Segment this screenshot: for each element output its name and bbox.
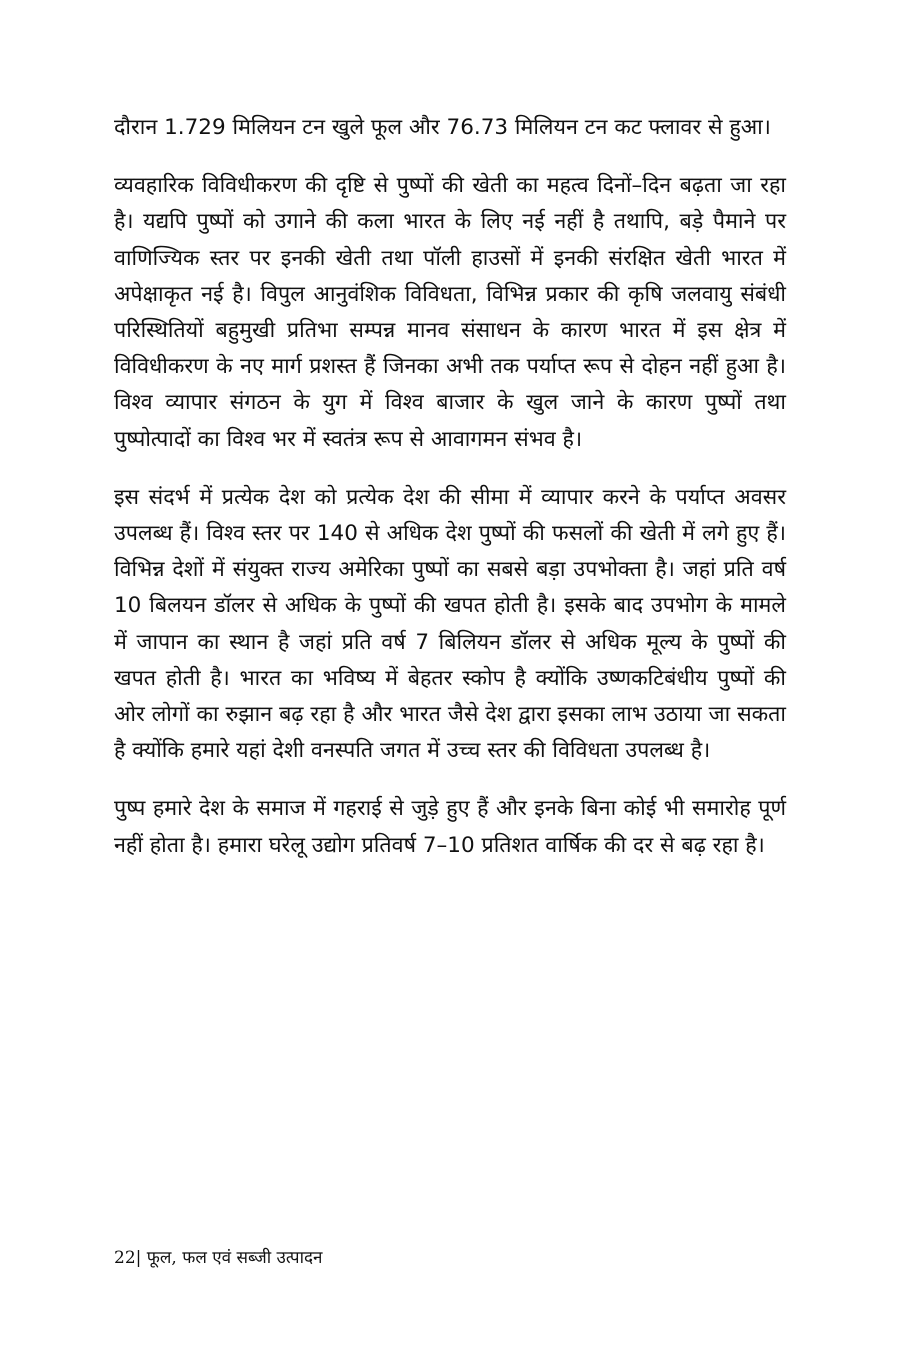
paragraph-4: पुष्प हमारे देश के समाज में गहराई से जुड़े हुए हैं और इनके बिना कोई भी समारोह पूर्ण नहीं होता है। हमारा घरेलू उद्योग प्रतिवर्ष 7–10 प्रतिशत वार्षिक की दर से बढ़ रहा है। — [114, 796, 786, 858]
footer-separator: | — [135, 1248, 142, 1268]
page-footer — [114, 1246, 322, 1270]
paragraph-2: व्यवहारिक विविधीकरण की दृष्टि से पुष्पों की खेती का महत्व दिनों–दिन बढ़ता जा रहा है। यद्यपि पुष्पों को उगाने की कला भारत के लिए नई नहीं है तथापि, बड़े पैमाने पर वाणिज्यिक स्तर पर इनकी खेती तथा पॉली हाउसों में इनकी संरक्षित खेती भारत में अपेक्षाकृत नई है। विपुल आनुवंशिक विविधता, विभिन्न प्रकार की कृषि जलवायु संबंधी परिस्थितियों बहुमुखी प्रतिभा सम्पन्न मानव संसाधन के कारण भारत में इस क्षेत्र में विविधीकरण के नए मार्ग प्रशस्त हैं जिनका अभी तक पर्याप्त रूप से दोहन नहीं हुआ है। विश्व व्यापार संगठन के युग में विश्व बाजार के खुल जाने के कारण पुष्पों तथा पुष्पोत्पादों का विश्व भर में स्वतंत्र रूप से आवागमन संभव है। — [114, 173, 786, 452]
page-number: 22 — [114, 1248, 136, 1268]
paragraph-1: दौरान 1.729 मिलियन टन खुले फूल और 76.73 मिलियन टन कट फ्लावर से हुआ। — [114, 115, 771, 140]
body-text — [114, 110, 786, 886]
footer-book-title: फूल, फल एवं सब्जी उत्पादन — [141, 1248, 323, 1268]
paragraph-3: इस संदर्भ में प्रत्येक देश को प्रत्येक देश की सीमा में व्यापार करने के पर्याप्त अवसर उपलब्ध हैं। विश्व स्तर पर 140 से अधिक देश पुष्पों की फसलों की खेती में लगे हुए हैं। विभिन्न देशों में संयुक्त राज्य अमेरिका पुष्पों का सबसे बड़ा उपभोक्ता है। जहां प्रति वर्ष 10 बिलयन डॉलर से अधिक के पुष्पों की खपत होती है। इसके बाद उपभोग के मामले में जापान का स्थान है जहां प्रति वर्ष 7 बिलियन डॉलर से अधिक मूल्य के पुष्पों की खपत होती है। भारत का भविष्य में बेहतर स्कोप है क्योंकि उष्णकटिबंधीय पुष्पों की ओर लोगों का रुझान बढ़ रहा है और भारत जैसे देश द्वारा इसका लाभ उठाया जा सकता है क्योंकि हमारे यहां देशी वनस्पति जगत में उच्च स्तर की विविधता उपलब्ध है। — [114, 484, 786, 764]
